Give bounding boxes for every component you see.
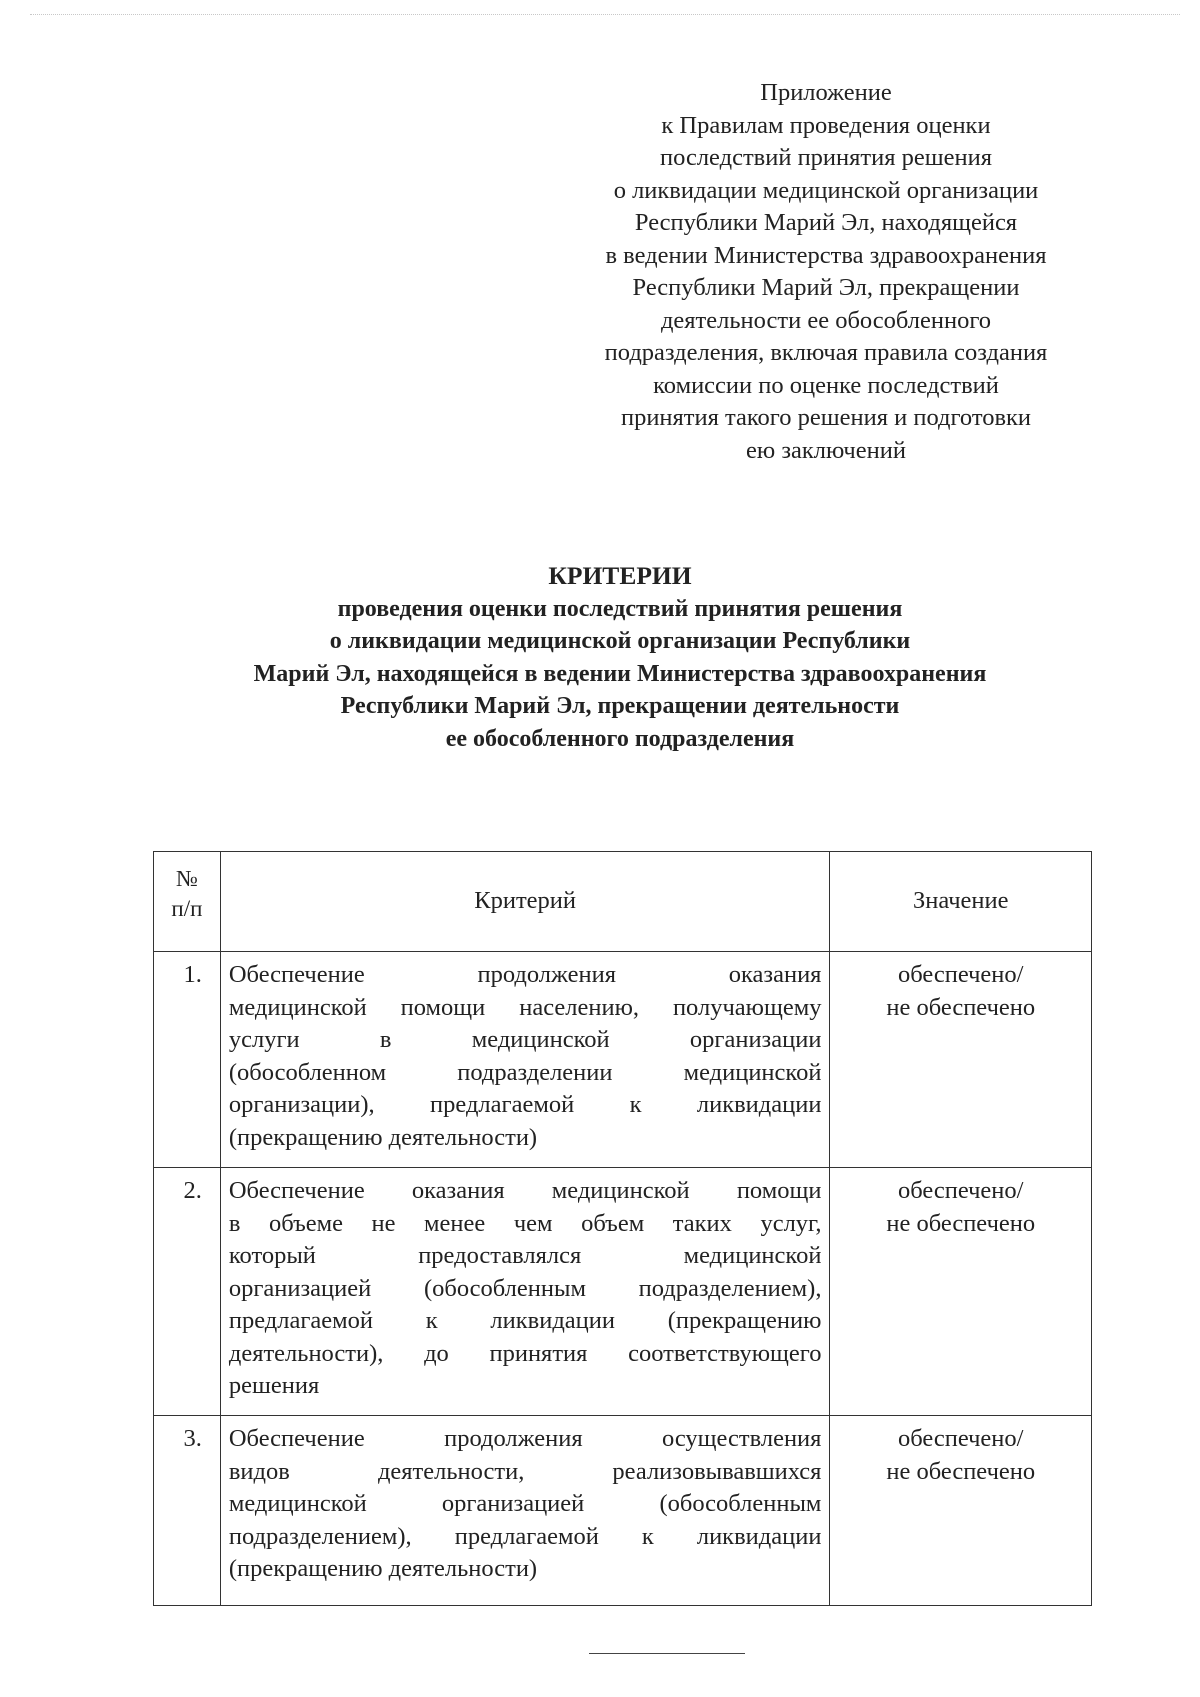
criterion-line: деятельности), до принятия соответствующего — [228, 1339, 822, 1367]
appendix-line: в ведении Министерства здравоохранения — [605, 241, 1047, 269]
criteria-table — [153, 851, 1092, 1606]
criterion-line: медицинской организацией (обособленным — [228, 1490, 822, 1517]
criterion-line: (прекращению деятельности) — [228, 1123, 538, 1151]
criterion-line: организации), предлагаемой к ликвидации — [228, 1091, 822, 1118]
criterion-line: предлагаемой к ликвидации (прекращению — [228, 1307, 822, 1334]
criterion-line: в объеме не менее чем объем таких услуг, — [228, 1209, 822, 1237]
value-option-yes: обеспечено/ — [897, 961, 1024, 988]
appendix-line: о ликвидации медицинской организации — [613, 176, 1039, 204]
table-row — [154, 1168, 1092, 1416]
row-value — [830, 1168, 1092, 1416]
scan-edge-artifact — [30, 14, 1180, 15]
row-criterion — [220, 952, 830, 1168]
closing-rule — [589, 1653, 745, 1654]
criterion-line: (прекращению деятельности) — [228, 1555, 538, 1582]
criterion-line: который предоставлялся медицинской — [228, 1242, 822, 1269]
appendix-line: подразделения, включая правила создания — [604, 339, 1048, 366]
title-heading: КРИТЕРИИ — [548, 561, 692, 590]
appendix-line: комиссии по оценке последствий — [653, 371, 999, 399]
header-criterion: Критерий — [220, 852, 830, 952]
row-number: 1. — [154, 952, 221, 1168]
appendix-line: принятия такого решения и подготовки — [620, 404, 1032, 431]
row-number: 3. — [154, 1416, 221, 1606]
criterion-line: услуги в медицинской организации — [228, 1026, 822, 1053]
appendix-line: Приложение — [760, 79, 892, 106]
header-value: Значение — [830, 852, 1092, 952]
criterion-line: медицинской помощи населению, получающему — [228, 993, 822, 1021]
criterion-line: подразделением), предлагаемой к ликвидации — [228, 1522, 822, 1550]
criterion-line: организацией (обособленным подразделением), — [228, 1274, 822, 1302]
header-number-sign: № — [175, 866, 198, 891]
appendix-line: деятельности ее обособленного — [660, 306, 992, 334]
header-number-abbr: п/п — [171, 896, 203, 921]
title-line: Республики Марий Эл, прекращении деятельности — [340, 693, 900, 719]
appendix-line: Республики Марий Эл, находящейся — [634, 209, 1018, 236]
header-number — [154, 852, 221, 952]
title-line: о ликвидации медицинской организации Республики — [329, 628, 911, 654]
row-value — [830, 1416, 1092, 1606]
title-line: проведения оценки последствий принятия решения — [337, 595, 903, 622]
criterion-line: Обеспечение продолжения оказания — [228, 961, 822, 988]
row-criterion — [220, 1416, 830, 1606]
criterion-line: (обособленном подразделении медицинской — [228, 1058, 822, 1086]
criterion-line: Обеспечение продолжения осуществления — [228, 1425, 822, 1452]
value-option-no: не обеспечено — [886, 1209, 1036, 1237]
appendix-note — [548, 77, 1104, 467]
row-number: 2. — [154, 1168, 221, 1416]
appendix-line: последствий принятия решения — [659, 144, 992, 171]
table-header-row — [154, 852, 1092, 952]
criterion-line: решения — [228, 1372, 320, 1399]
row-value — [830, 952, 1092, 1168]
criterion-line: видов деятельности, реализовывавшихся — [228, 1457, 822, 1485]
table-row — [154, 952, 1092, 1168]
table-row — [154, 1416, 1092, 1606]
document-title — [120, 560, 1120, 755]
appendix-line: Республики Марий Эл, прекращении — [632, 274, 1020, 301]
title-line: ее обособленного подразделения — [445, 725, 795, 752]
criterion-line: Обеспечение оказания медицинской помощи — [228, 1177, 822, 1204]
title-line: Марий Эл, находящейся в ведении Министерства здравоохранения — [253, 660, 987, 687]
appendix-line: к Правилам проведения оценки — [661, 111, 991, 139]
row-criterion — [220, 1168, 830, 1416]
value-option-no: не обеспечено — [886, 993, 1036, 1021]
appendix-line: ею заключений — [746, 436, 906, 464]
value-option-yes: обеспечено/ — [897, 1177, 1024, 1204]
value-option-yes: обеспечено/ — [897, 1425, 1024, 1452]
value-option-no: не обеспечено — [886, 1457, 1036, 1485]
